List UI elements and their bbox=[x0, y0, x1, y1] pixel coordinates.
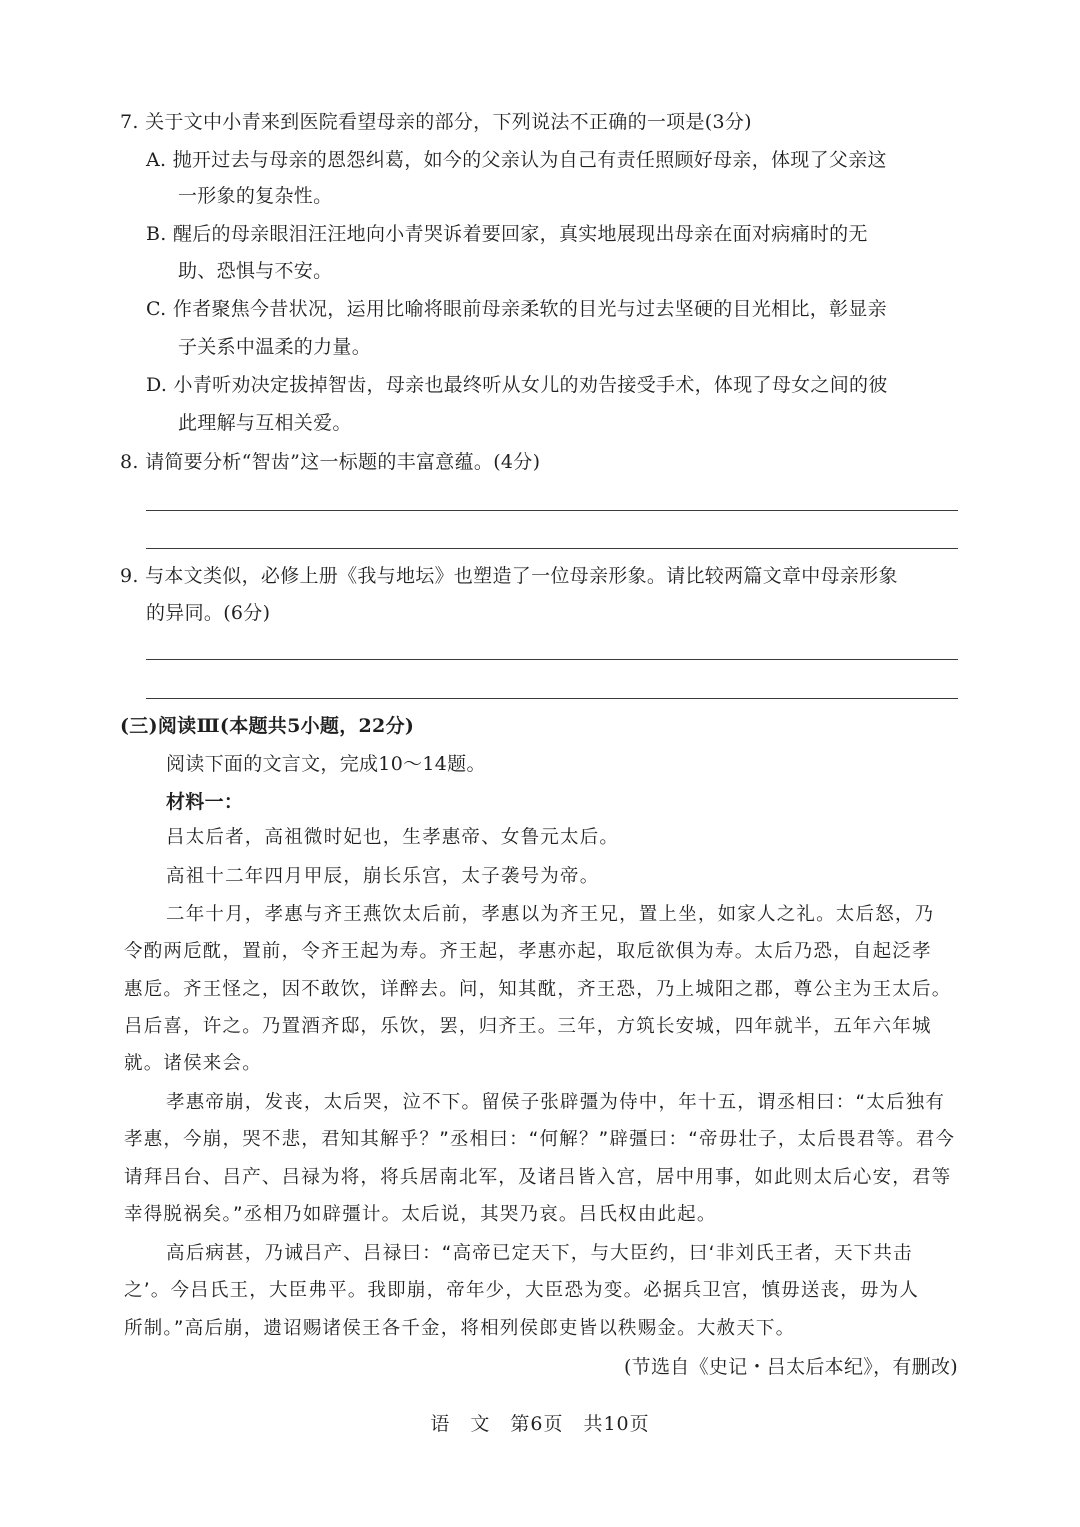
section-instruction: 阅读下面的文言文，完成10～14题。 bbox=[166, 753, 486, 775]
classical-line: 惠卮。齐王怪之，因不敢饮，详醉去。问，知其酖，齐王恐，乃上城阳之郡，尊公主为王太后。 bbox=[124, 979, 952, 1000]
q7-option-c: C. 作者聚焦今昔状况，运用比喻将眼前母亲柔软的目光与过去坚硬的目光相比，彰显亲 bbox=[146, 298, 887, 320]
q9-answer-line-1[interactable] bbox=[146, 659, 958, 660]
q8-stem: 8. 请简要分析“智齿”这一标题的丰富意蕴。(4分) bbox=[120, 451, 541, 473]
section-heading: (三)阅读Ⅲ(本题共5小题，22分) bbox=[120, 715, 415, 737]
q9-stem-cont: 的异同。(6分) bbox=[146, 602, 271, 624]
classical-line: 所制。”高后崩，遗诏赐诸侯王各千金，将相列侯郎吏皆以秩赐金。大赦天下。 bbox=[124, 1318, 796, 1339]
q7-option-d: D. 小青听劝决定拔掉智齿，母亲也最终听从女儿的劝告接受手术，体现了母女之间的彼 bbox=[146, 374, 888, 396]
q7-option-a: A. 抛开过去与母亲的恩怨纠葛，如今的父亲认为自己有责任照顾好母亲，体现了父亲这 bbox=[146, 149, 887, 171]
classical-line: 吕太后者，高祖微时妃也，生孝惠帝、女鲁元太后。 bbox=[166, 827, 620, 848]
classical-line: 幸得脱祸矣。”丞相乃如辟彊计。太后说，其哭乃哀。吕氏权由此起。 bbox=[124, 1204, 717, 1225]
q7-option-b: B. 醒后的母亲眼泪汪汪地向小青哭诉着要回家，真实地展现出母亲在面对病痛时的无 bbox=[146, 223, 868, 245]
classical-line: 请拜吕台、吕产、吕禄为将，将兵居南北军，及诸吕皆入宫，居中用事，如此则太后心安，君等 bbox=[124, 1167, 952, 1188]
classical-line: 吕后喜，许之。乃置酒齐邸，乐饮，罢，归齐王。三年，方筑长安城，四年就半，五年六年城 bbox=[124, 1016, 932, 1037]
q8-answer-line-1[interactable] bbox=[146, 510, 958, 511]
classical-line: 孝惠，今崩，哭不悲，君知其解乎？”丞相曰：“何解？”辟彊曰：“帝毋壮子，太后畏君等。君今 bbox=[124, 1129, 956, 1150]
classical-line: 就。诸侯来会。 bbox=[124, 1053, 262, 1074]
q7-option-a-cont: 一形象的复杂性。 bbox=[178, 185, 333, 207]
q8-answer-line-2[interactable] bbox=[146, 548, 958, 549]
classical-line: 之’。今吕氏王，大臣弗平。我即崩，帝年少，大臣恐为变。必据兵卫宫，慎毋送丧，毋为人 bbox=[124, 1280, 920, 1301]
q7-option-d-cont: 此理解与互相关爱。 bbox=[178, 412, 352, 434]
q7-option-b-cont: 助、恐惧与不安。 bbox=[178, 260, 333, 282]
q9-stem: 9. 与本文类似，必修上册《我与地坛》也塑造了一位母亲形象。请比较两篇文章中母亲形象 bbox=[120, 565, 898, 587]
q7-stem: 7. 关于文中小青来到医院看望母亲的部分，下列说法不正确的一项是(3分) bbox=[120, 111, 752, 133]
classical-line: 高后病甚，乃诫吕产、吕禄曰：“高帝已定天下，与大臣约，曰‘非刘氏王者，天下共击 bbox=[166, 1243, 913, 1264]
q7-option-c-cont: 子关系中温柔的力量。 bbox=[178, 336, 372, 358]
q9-answer-line-2[interactable] bbox=[146, 698, 958, 699]
classical-line: 二年十月，孝惠与齐王燕饮太后前，孝惠以为齐王兄，置上坐，如家人之礼。太后怒，乃 bbox=[166, 904, 935, 925]
classical-line: 高祖十二年四月甲辰，崩长乐宫，太子袭号为帝。 bbox=[166, 866, 600, 887]
source-citation: (节选自《史记・吕太后本纪》，有删改) bbox=[623, 1356, 958, 1378]
material-label: 材料一： bbox=[166, 791, 244, 813]
page-footer: 语 文 第6页 共10页 bbox=[430, 1413, 650, 1435]
classical-line: 令酌两卮酖，置前，令齐王起为寿。齐王起，孝惠亦起，取卮欲俱为寿。太后乃恐，自起泛孝 bbox=[124, 941, 932, 962]
classical-line: 孝惠帝崩，发丧，太后哭，泣不下。留侯子张辟彊为侍中，年十五，谓丞相曰：“太后独有 bbox=[166, 1092, 946, 1113]
